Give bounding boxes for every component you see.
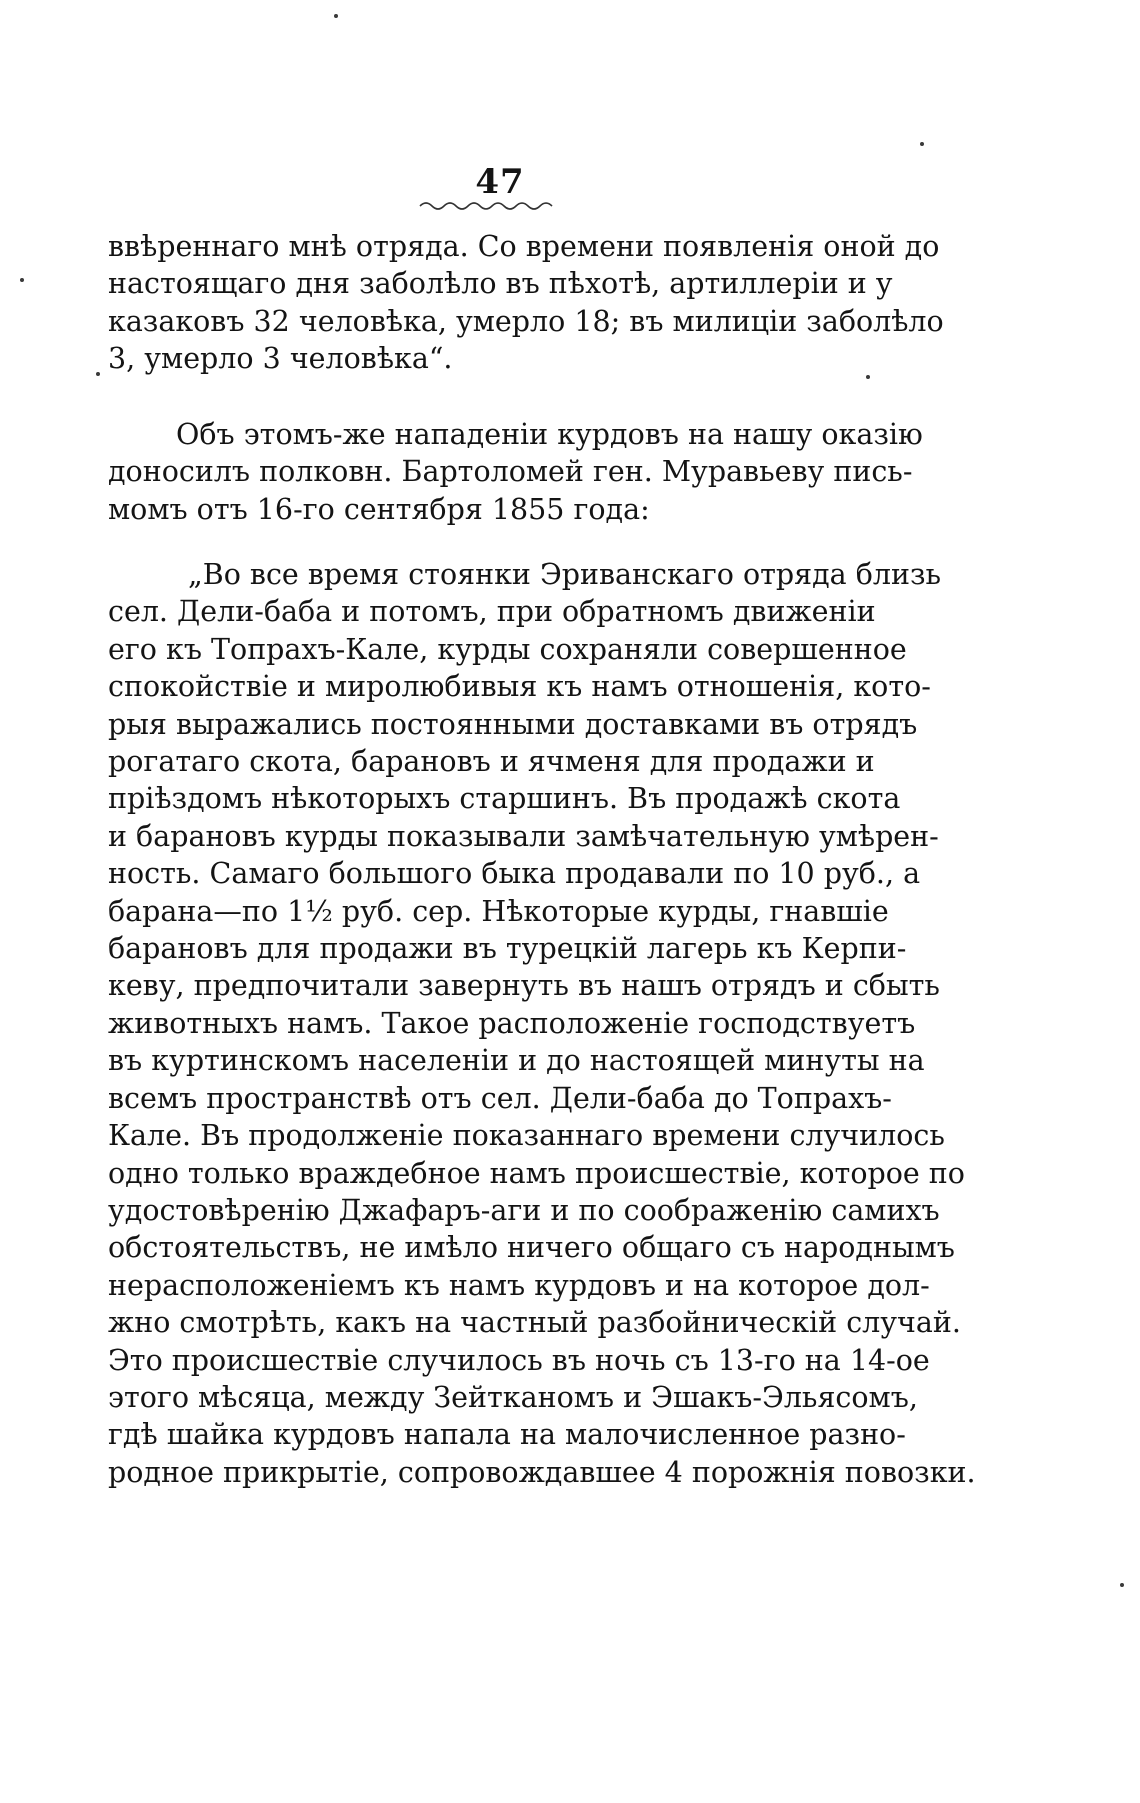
text-line: и барановъ курды показывали замѣчательную умѣрен- <box>108 819 939 853</box>
page-number: 47 <box>475 162 525 202</box>
text-line: одно только враждебное намъ происшествіе, которое по <box>108 1156 965 1190</box>
scan-speck <box>1120 1583 1124 1587</box>
text-line: доносилъ полковн. Бартоломей ген. Муравьеву пись- <box>108 455 913 489</box>
text-line: сел. Дели-баба и потомъ, при обратномъ движеніи <box>108 595 876 629</box>
text-line: 3, умерло 3 человѣка“. <box>108 342 453 376</box>
paragraph-1 <box>108 228 944 378</box>
text-line: барана—по 1½ руб. сер. Нѣкоторые курды, гнавшіе <box>108 894 889 928</box>
text-line: момъ отъ 16-го сентября 1855 года: <box>108 492 650 526</box>
text-line: всемъ пространствѣ отъ сел. Дели-баба до Топрахъ- <box>108 1081 892 1115</box>
text-line: животныхъ намъ. Такое расположеніе господствуетъ <box>108 1006 916 1040</box>
text-line: нерасположеніемъ къ намъ курдовъ и на которое дол- <box>108 1268 930 1302</box>
text-line: его къ Топрахъ-Кале, курды сохраняли совершенное <box>108 632 907 666</box>
text-line: настоящаго дня заболѣло въ пѣхотѣ, артиллеріи и у <box>108 267 893 301</box>
text-line: Это происшествіе случилось въ ночь съ 13-го на 14-ое <box>108 1343 930 1377</box>
text-line: казаковъ 32 человѣка, умерло 18; въ милиціи заболѣло <box>108 304 944 338</box>
text-line: Объ этомъ-же нападеніи курдовъ на нашу оказію <box>176 418 923 451</box>
text-line: барановъ для продажи въ турецкій лагерь къ Керпи- <box>108 932 907 966</box>
text-line: рогатаго скота, барановъ и ячменя для продажи и <box>108 745 875 779</box>
scan-speck <box>334 14 338 18</box>
decorative-wavy-rule <box>418 198 558 210</box>
scan-speck <box>20 278 24 282</box>
scan-speck <box>920 142 924 146</box>
text-line: Кале. Въ продолженіе показаннаго времени случилось <box>108 1119 945 1153</box>
text-line: пріѣздомъ нѣкоторыхъ старшинъ. Въ продажѣ скота <box>108 782 901 816</box>
scan-speck <box>96 372 100 376</box>
paragraph-2 <box>108 416 923 528</box>
text-line: спокойствіе и миролюбивыя къ намъ отношенія, кото- <box>108 670 931 704</box>
text-line: ность. Самаго большого быка продавали по 10 руб., а <box>108 857 921 891</box>
text-line: въ куртинскомъ населеніи и до настоящей минуты на <box>108 1044 925 1078</box>
text-line: рыя выражались постоянными доставками въ отрядъ <box>108 707 918 741</box>
text-line: удостовѣренію Джафаръ-аги и по соображенію самихъ <box>108 1193 940 1227</box>
text-line: кеву, предпочитали завернуть въ нашъ отрядъ и сбыть <box>108 969 940 1003</box>
text-line: ввѣреннаго мнѣ отряда. Со времени появленія оной до <box>108 230 940 263</box>
quoted-report <box>108 556 976 1491</box>
text-line: „Во все время стоянки Эриванскаго отряда близь <box>188 558 942 591</box>
text-line: обстоятельствъ, не имѣло ничего общаго съ народнымъ <box>108 1231 955 1265</box>
scan-speck <box>866 375 870 379</box>
text-line: гдѣ шайка курдовъ напала на малочисленное разно- <box>108 1418 906 1452</box>
text-line: этого мѣсяца, между Зейтканомъ и Эшакъ-Эльясомъ, <box>108 1380 918 1414</box>
text-line: жно смотрѣть, какъ на частный разбойническій случай. <box>108 1306 961 1340</box>
text-line: родное прикрытіе, сопровождавшее 4 порожнія повозки. <box>108 1455 976 1489</box>
